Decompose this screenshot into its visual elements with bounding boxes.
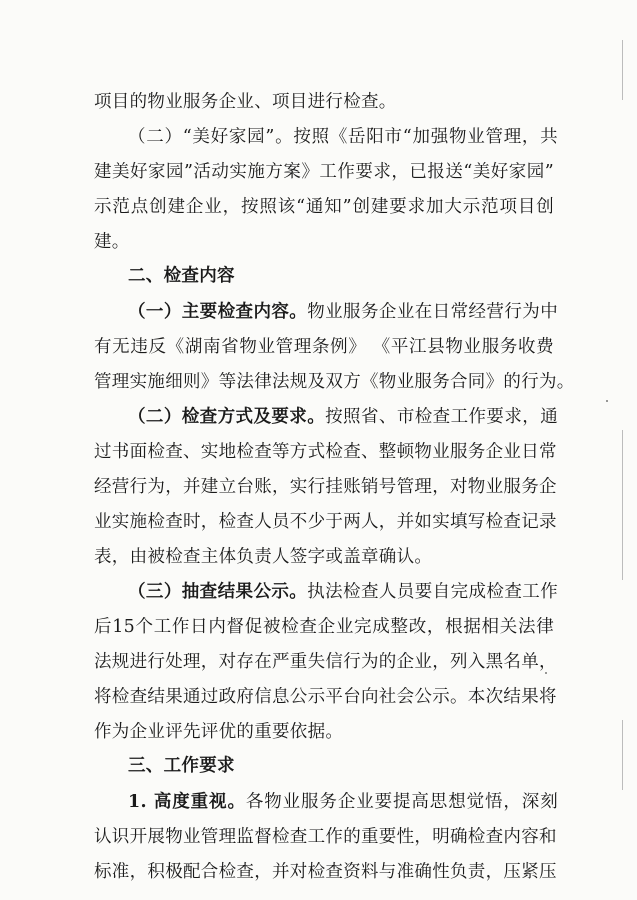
scan-edge-mark bbox=[622, 720, 623, 790]
paragraph-lead: （二）“美好家园”。 bbox=[128, 127, 294, 147]
body-line: 法规进行处理，对存在严重失信行为的企业，列入黑名单， bbox=[94, 652, 557, 672]
body-line: 将检查结果通过政府信息公示平台向社会公示。本次结果将 bbox=[94, 687, 557, 707]
body-line: 项目的物业服务企业、项目进行检查。 bbox=[94, 92, 397, 112]
body-line: 认识开展物业管理监督检查工作的重要性，明确检查内容和 bbox=[94, 827, 557, 847]
body-line: 标准，积极配合检查，并对检查资料与准确性负责，压紧压 bbox=[94, 862, 557, 882]
paragraph-text: 物业服务企业在日常经营行为中 bbox=[307, 302, 558, 322]
scan-speck bbox=[606, 400, 608, 402]
body-line: 业实施检查时，检查人员不少于两人，并如实填写检查记录 bbox=[94, 512, 557, 532]
paragraph-lead: （二）检查方式及要求。 bbox=[128, 407, 326, 427]
paragraph-lead: （一）主要检查内容。 bbox=[128, 302, 308, 322]
body-line: 有无违反《湖南省物业管理条例》 《平江县物业服务收费 bbox=[94, 337, 554, 357]
body-line: 建。 bbox=[94, 232, 130, 252]
body-line: 作为企业评先评优的重要依据。 bbox=[94, 722, 344, 742]
body-line bbox=[128, 405, 558, 429]
body-line: 管理实施细则》等法律法规及双方《物业服务合同》的行为。 bbox=[94, 372, 575, 392]
paragraph-text: 按照《岳阳市“加强物业管理，共 bbox=[293, 127, 558, 147]
body-line bbox=[128, 790, 558, 814]
body-line: 建美好家园”活动实施方案》工作要求，已报送“美好家园” bbox=[94, 162, 554, 182]
body-line: 经营行为，并建立台账，实行挂账销号管理，对物业服务企 bbox=[94, 477, 557, 497]
paragraph-lead: 1. 高度重视。 bbox=[128, 792, 246, 812]
scan-edge-mark bbox=[622, 430, 623, 580]
paragraph-lead: （三）抽查结果公示。 bbox=[128, 582, 308, 602]
scan-edge-mark bbox=[622, 40, 623, 100]
body-line: 后15个工作日内督促被检查企业完成整改，根据相关法律 bbox=[94, 617, 554, 637]
body-line bbox=[128, 580, 558, 604]
paragraph-text: 按照省、市检查工作要求，通 bbox=[325, 407, 558, 427]
section-heading: 二、检查内容 bbox=[128, 266, 235, 286]
paragraph-text: 各物业服务企业要提高思想觉悟，深刻 bbox=[245, 792, 558, 812]
body-line bbox=[128, 300, 558, 324]
section-heading: 三、工作要求 bbox=[128, 756, 235, 776]
body-line: 过书面检查、实地检查等方式检查、整顿物业服务企业日常 bbox=[94, 442, 557, 462]
body-line bbox=[128, 125, 558, 149]
paragraph-text: 执法检查人员要自完成检查工作 bbox=[307, 582, 558, 602]
body-line: 表，由被检查主体负责人签字或盖章确认。 bbox=[94, 547, 433, 567]
body-line: 示范点创建企业，按照该“通知”创建要求加大示范项目创 bbox=[94, 197, 554, 217]
